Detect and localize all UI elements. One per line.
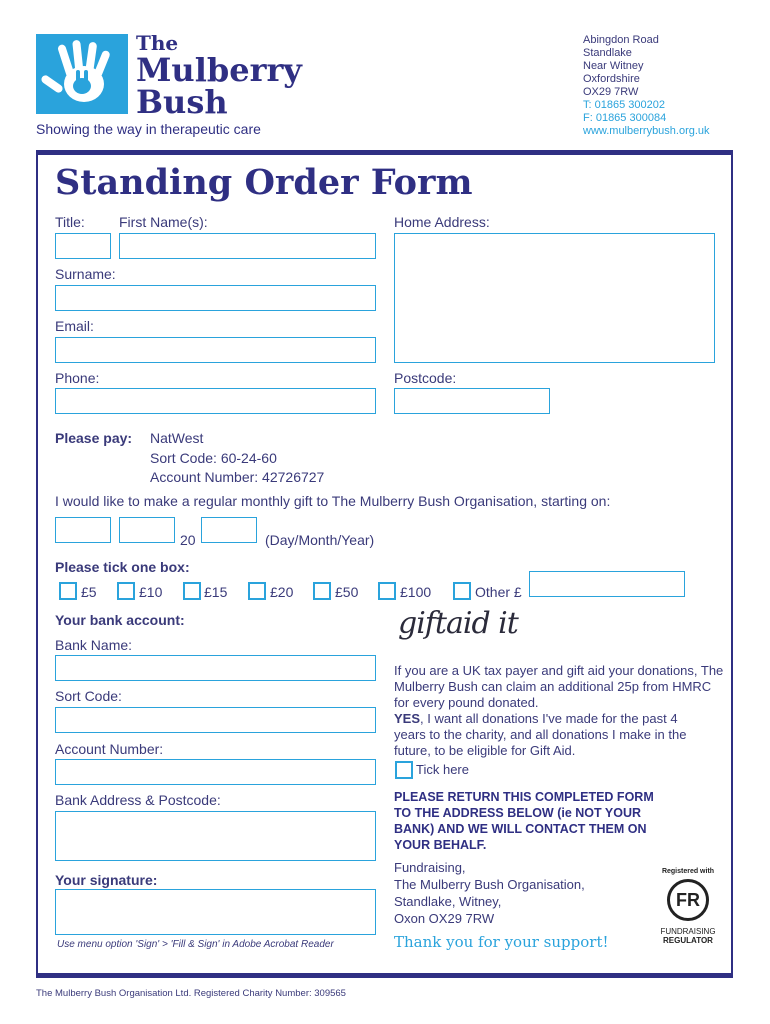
start-day-input[interactable] (55, 517, 111, 543)
date-format-hint: (Day/Month/Year) (265, 532, 375, 548)
account-number-input[interactable] (55, 759, 376, 785)
return-address-line: The Mulberry Bush Organisation, (394, 877, 585, 892)
surname-input[interactable] (55, 285, 376, 311)
surname-label: Surname: (55, 266, 116, 282)
giftaid-logo: giftaid it (398, 606, 518, 641)
fr-line1: FUNDRAISING (660, 927, 716, 936)
address-line: OX29 7RW (583, 86, 639, 98)
website-link[interactable]: www.mulberrybush.org.uk (583, 125, 710, 137)
return-address-line: Standlake, Witney, (394, 894, 502, 909)
return-address-line: Fundraising, (394, 860, 466, 875)
fr-line2: REGULATOR (663, 936, 713, 945)
logo-bush: Bush (136, 83, 228, 121)
fax-number: F: 01865 300084 (583, 112, 667, 124)
amount-10-checkbox[interactable] (117, 582, 135, 600)
sort-code-label: Sort Code: (55, 688, 122, 704)
giftaid-yes-text: , I want all donations I've made for the past 4 years to the charity, and all donations I make in the future, to be eligible for Gift Aid. (394, 711, 687, 758)
home-address-label: Home Address: (394, 214, 490, 230)
logo-the: The (136, 31, 179, 55)
amount-15-label: £15 (204, 584, 228, 600)
sort-code-input[interactable] (55, 707, 376, 733)
bank-address-input[interactable] (55, 811, 376, 861)
logo-hand-icon (36, 34, 128, 114)
left-border (36, 155, 38, 975)
amount-50-label: £50 (335, 584, 359, 600)
amount-other-label: Other £ (475, 584, 522, 600)
amount-10-label: £10 (139, 584, 163, 600)
giftaid-declaration (394, 711, 704, 759)
address-line: Oxfordshire (583, 73, 640, 85)
year-prefix: 20 (180, 532, 196, 548)
giftaid-checkbox[interactable] (395, 761, 413, 779)
amount-5-checkbox[interactable] (59, 582, 77, 600)
amount-100-checkbox[interactable] (378, 582, 396, 600)
title-input[interactable] (55, 233, 111, 259)
right-border (731, 155, 733, 975)
return-address-line: Oxon OX29 7RW (394, 911, 495, 926)
address-line: Standlake (583, 47, 632, 59)
logo-mulberry: Mulberry (136, 51, 302, 89)
header-address (583, 34, 710, 138)
amount-5-label: £5 (81, 584, 97, 600)
form-title: Standing Order Form (55, 162, 473, 203)
bottom-divider (36, 973, 733, 978)
payee-sort-code: Sort Code: 60-24-60 (150, 450, 277, 466)
fr-mark-icon: FR (667, 879, 709, 921)
amount-50-checkbox[interactable] (313, 582, 331, 600)
tick-here-label: Tick here (416, 762, 469, 777)
address-line: Near Witney (583, 60, 644, 72)
footer-text: The Mulberry Bush Organisation Ltd. Registered Charity Number: 309565 (36, 988, 346, 999)
email-input[interactable] (55, 337, 376, 363)
signature-heading: Your signature: (55, 872, 158, 888)
registered-with-label: Registered with (661, 868, 715, 875)
signature-hint: Use menu option 'Sign' > 'Fill & Sign' in Adobe Acrobat Reader (57, 939, 334, 950)
amount-20-label: £20 (270, 584, 294, 600)
home-address-input[interactable] (394, 233, 715, 363)
amount-other-checkbox[interactable] (453, 582, 471, 600)
bank-address-label: Bank Address & Postcode: (55, 792, 221, 808)
first-names-label: First Name(s): (119, 214, 208, 230)
amount-100-label: £100 (400, 584, 432, 600)
first-names-input[interactable] (119, 233, 376, 259)
giftaid-yes: YES (394, 711, 421, 726)
tick-one-heading: Please tick one box: (55, 559, 190, 575)
fundraising-regulator-badge (652, 868, 724, 952)
bank-name-label: Bank Name: (55, 637, 133, 653)
please-pay-label: Please pay: (55, 430, 133, 446)
start-year-input[interactable] (201, 517, 257, 543)
phone-input[interactable] (55, 388, 376, 414)
signature-input[interactable] (55, 889, 376, 935)
tagline: Showing the way in therapeutic care (36, 121, 261, 137)
bank-account-heading: Your bank account: (55, 612, 185, 628)
postcode-input[interactable] (394, 388, 550, 414)
address-line: Abingdon Road (583, 34, 659, 46)
top-divider (36, 150, 733, 155)
giftaid-text: If you are a UK tax payer and gift aid your donations, The Mulberry Bush can claim an additional 25p from HMRC for every pound donated. (394, 663, 724, 710)
postcode-label: Postcode: (394, 370, 457, 386)
start-month-input[interactable] (119, 517, 175, 543)
other-amount-input[interactable] (529, 571, 685, 597)
title-label: Title: (55, 214, 85, 230)
regular-gift-text: I would like to make a regular monthly gift to The Mulberry Bush Organisation, starting on: (55, 493, 611, 509)
thank-you-text: Thank you for your support! (394, 933, 609, 951)
phone-label: Phone: (55, 370, 100, 386)
payee-account-number: Account Number: 42726727 (150, 469, 325, 485)
phone-number: T: 01865 300202 (583, 99, 665, 111)
account-number-label: Account Number: (55, 741, 164, 757)
payee-bank: NatWest (150, 430, 204, 446)
amount-20-checkbox[interactable] (248, 582, 266, 600)
return-address (394, 859, 585, 927)
email-label: Email: (55, 318, 94, 334)
bank-name-input[interactable] (55, 655, 376, 681)
amount-15-checkbox[interactable] (183, 582, 201, 600)
return-notice: PLEASE RETURN THIS COMPLETED FORM TO THE ADDRESS BELOW (ie NOT YOUR BANK) AND WE WILL CONTACT THEM ON YOUR BEHALF. (394, 790, 654, 852)
